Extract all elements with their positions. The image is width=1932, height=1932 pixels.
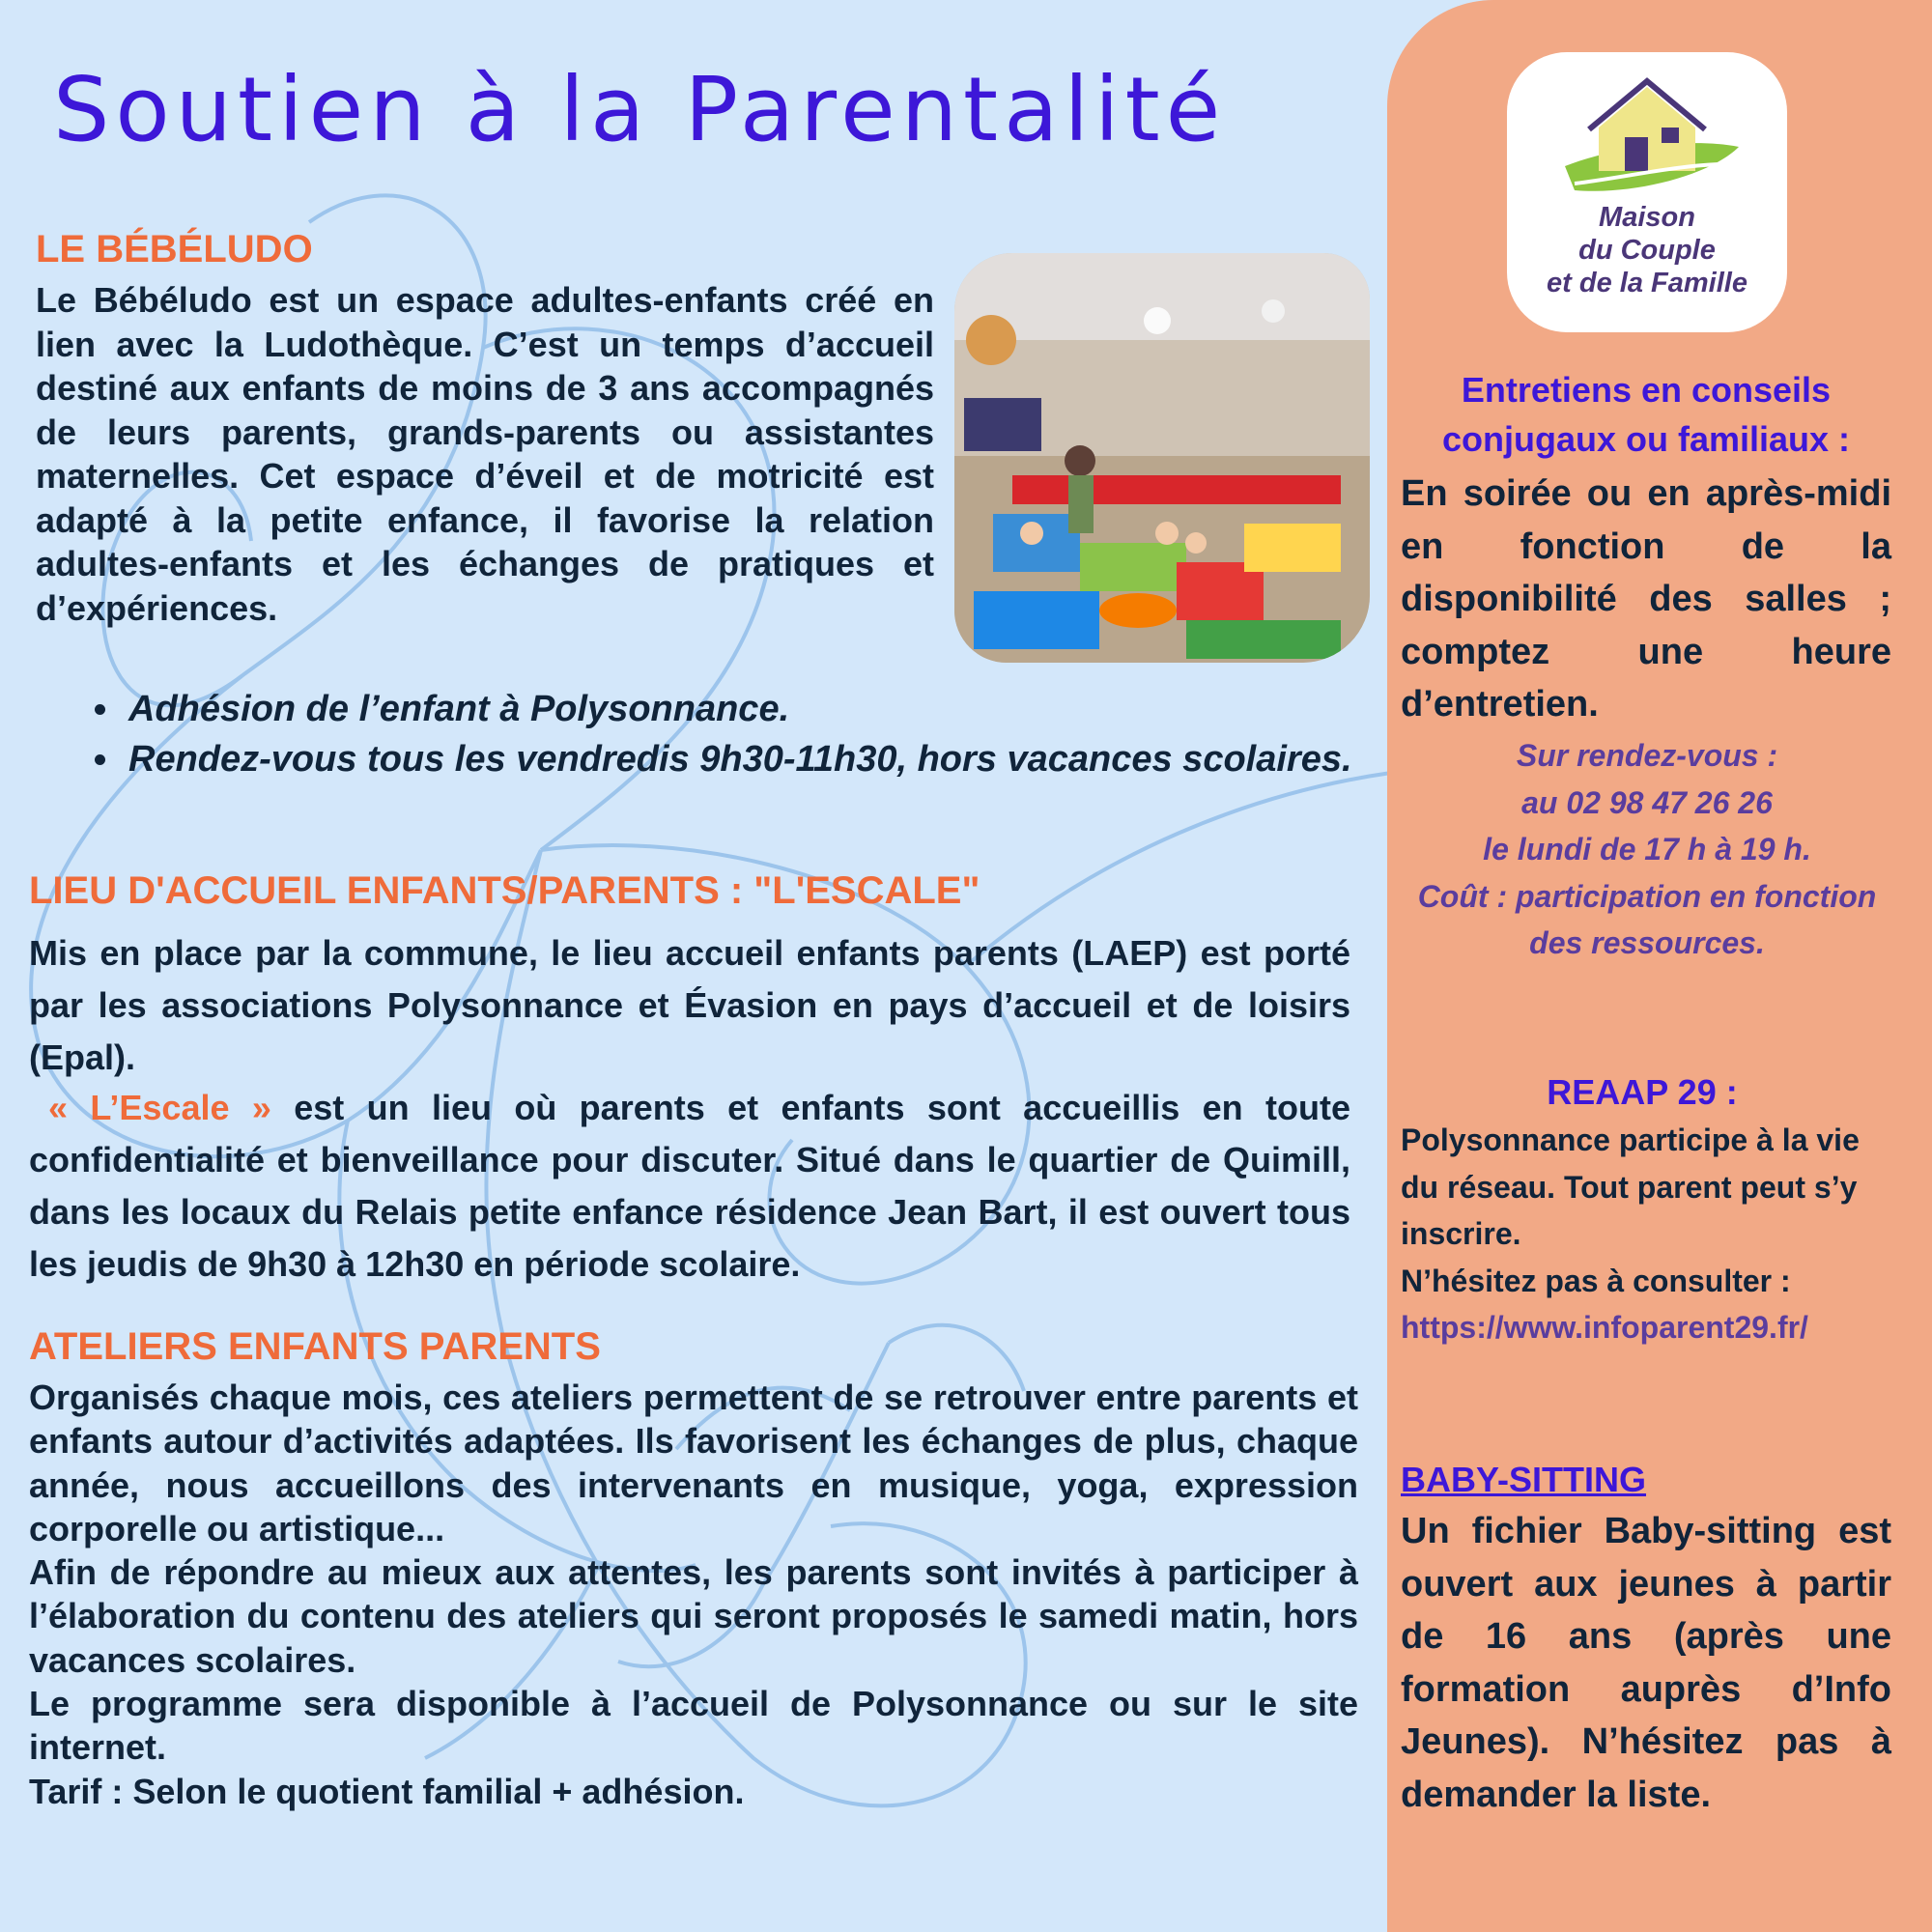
ateliers-p2: Afin de répondre au mieux aux attentes, les parents sont invités à participer à l’élaboration du contenu des ateliers qui seront proposés le samedi matin, hors vacances scolaires. xyxy=(29,1552,1358,1680)
entretiens-heading: Entretiens en conseils conjugaux ou familiaux : xyxy=(1441,370,1851,459)
escale-text-2 xyxy=(29,1082,1350,1291)
page-title: Soutien à la Parentalité xyxy=(53,58,1227,161)
escale-text-1: Mis en place par la commune, le lieu accueil enfants parents (LAEP) est porté par les associations Polysonnance et Évasion en pays d’accueil et de loisirs (Epal). xyxy=(29,933,1350,1077)
ateliers-heading: ATELIERS ENFANTS PARENTS xyxy=(29,1325,601,1368)
escale-quote: « L’Escale » xyxy=(48,1088,271,1127)
bullet-item: • Rendez-vous tous les vendredis 9h30-11h30, hors vacances scolaires. xyxy=(123,734,1359,784)
reaap-text xyxy=(1401,1117,1903,1351)
reaap-body: Polysonnance participe à la vie du réseau. Tout parent peut s’y inscrire. xyxy=(1401,1122,1860,1251)
phone-number[interactable]: au 02 98 47 26 26 xyxy=(1521,784,1773,820)
bebeludo-heading: LE BÉBÉLUDO xyxy=(36,228,313,270)
logo-line-3: et de la Famille xyxy=(1547,268,1747,298)
logo-line-2: du Couple xyxy=(1578,235,1716,266)
babysitting-text: Un fichier Baby-sitting est ouvert aux jeunes à partir de 16 ans (après une formation auprès d’Info Jeunes). N’hésitez pas à demander la liste. xyxy=(1401,1511,1891,1815)
escale-heading: LIEU D'ACCUEIL ENFANTS/PARENTS : "L'ESCALE" xyxy=(29,869,980,912)
escale-text-2-body: est un lieu où parents et enfants sont accueillis en toute confidentialité et bienveillance pour discuter. Situé dans le quartier de Quimill, dans les locaux du Relais petite enfance résidence Jean Bart, il est ouvert tous les jeudis de 9h30 à 12h30 en période scolaire. xyxy=(29,1088,1350,1284)
note-line: Coût : participation en fonction des ressources. xyxy=(1417,878,1877,960)
ateliers-p3: Le programme sera disponible à l’accueil de Polysonnance ou sur le site internet. xyxy=(29,1684,1358,1768)
reaap-heading: REAAP 29 : xyxy=(1547,1072,1738,1112)
infoparent-link[interactable]: https://www.infoparent29.fr/ xyxy=(1401,1310,1808,1345)
bebeludo-bullets xyxy=(36,684,1359,784)
entretiens-text: En soirée ou en après-midi en fonction de la disponibilité des salles ; comptez une heure d’entretien. xyxy=(1401,473,1891,724)
bebeludo-text: Le Bébéludo est un espace adultes-enfants créé en lien avec la Ludothèque. C’est un temps d’accueil destiné aux enfants de moins de 3 ans accompagnés de leurs parents, grands-parents ou assistantes maternelles. Cet espace d’éveil et de motricité est adapté à la petite enfance, il favorise la relation adultes-enfants et les échanges de pratiques et d’expériences. xyxy=(36,280,934,628)
note-line: le lundi de 17 h à 19 h. xyxy=(1483,832,1811,867)
ateliers-p4: Tarif : Selon le quotient familial + adhésion. xyxy=(29,1771,745,1811)
ateliers-p1: Organisés chaque mois, ces ateliers permettent de se retrouver entre parents et enfants autour d’activités adaptées. Ils favorisent les échanges de plus, chaque année, nous accueillons des intervenants en musique, yoga, expression corporelle ou artistique... xyxy=(29,1378,1358,1548)
bebeludo-photo xyxy=(954,253,1370,663)
logo-line-1: Maison xyxy=(1599,202,1695,233)
note-line: Sur rendez-vous : xyxy=(1516,738,1778,773)
ateliers-text xyxy=(29,1376,1358,1813)
entretiens-note xyxy=(1391,732,1903,967)
reaap-consult: N’hésitez pas à consulter : xyxy=(1401,1263,1791,1298)
bullet-item: • Adhésion de l’enfant à Polysonnance. xyxy=(123,684,1359,734)
babysitting-heading[interactable]: BABY-SITTING xyxy=(1401,1460,1647,1499)
logo xyxy=(1507,52,1787,332)
logo-text xyxy=(1507,201,1787,299)
house-logo-icon xyxy=(1546,70,1748,205)
